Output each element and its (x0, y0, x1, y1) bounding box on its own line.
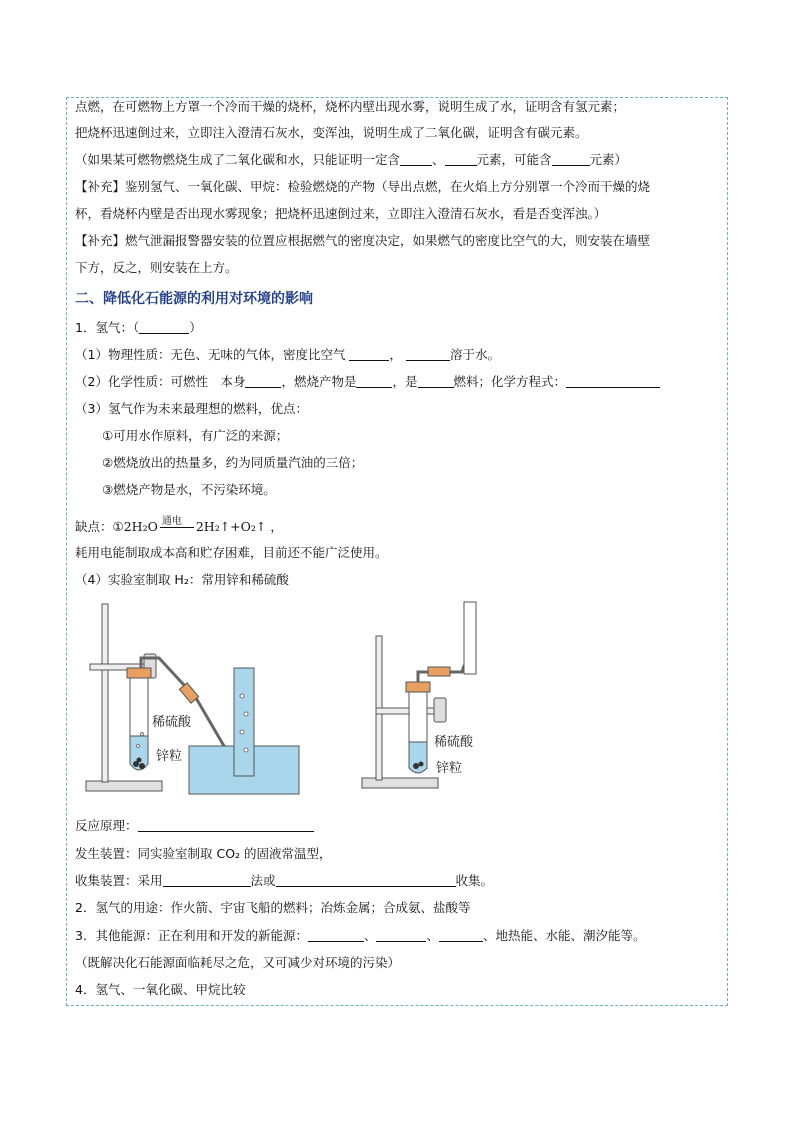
advantage-3: ③燃烧产物是水，不污染环境。 (102, 482, 276, 497)
advantage-2: ②燃烧放出的热量多，约为同质量汽油的三倍； (102, 455, 364, 470)
blank[interactable] (356, 374, 392, 388)
blank[interactable] (349, 347, 389, 361)
reaction-principle: 反应原理： (75, 817, 314, 835)
blank[interactable] (552, 152, 590, 166)
blank[interactable] (163, 873, 251, 887)
blank[interactable] (376, 928, 426, 942)
disadvantage-line: 缺点：①2H₂O 通电 2H₂↑+O₂↑ ， (75, 518, 283, 536)
water-trough (189, 668, 299, 794)
blank[interactable] (400, 152, 432, 166)
text-line-3: （如果某可燃物燃烧生成了二氧化碳和水，只能证明一定含 、 元素，可能含 元素） (75, 152, 628, 167)
blank[interactable] (308, 928, 364, 942)
figure-label-zinc-right: 锌粒 (436, 761, 463, 776)
disadvantage-desc: 耗用电能制取成本高和贮存困难，目前还不能广泛使用。 (75, 545, 388, 560)
text-line-6: 【补充】燃气泄漏报警器安装的位置应根据燃气的密度决定，如果燃气的密度比空气的大，则安装在墙壁 (75, 233, 651, 248)
energy-note: （既解决化石能源面临耗尽之危，又可减少对环境的污染） (75, 955, 401, 970)
text-line-7: 下方，反之，则安装在上方。 (75, 260, 238, 275)
lab-apparatus-figure (84, 596, 674, 800)
figure-label-acid: 稀硫酸 (152, 715, 192, 730)
figure-label-acid-right: 稀硫酸 (434, 735, 474, 750)
electrolysis-condition: 通电 (161, 516, 182, 527)
text-line-1: 点燃，在可燃物上方罩一个冷而干燥的烧杯，烧杯内壁出现水雾，说明生成了水，证明含有氢元素； (75, 99, 626, 114)
hydrogen-uses: 2．氢气的用途：作火箭、宇宙飞船的燃料；冶炼金属；合成氨、盐酸等 (75, 900, 471, 915)
blank[interactable] (276, 873, 456, 887)
blank[interactable] (245, 374, 281, 388)
comparison-heading: 4．氢气、一氧化碳、甲烷比较 (75, 982, 246, 997)
right-stand (362, 636, 446, 788)
text-line-5: 杯，看烧杯内壁是否出现水雾现象；把烧杯迅速倒过来，立即注入澄清石灰水，看是否变浑浊。） (75, 206, 607, 221)
other-energy: 3．其他能源：正在利用和开发的新能源： 、 、 、地热能、水能、潮汐能等。 (75, 928, 646, 943)
left-test-tube (127, 668, 151, 770)
blank[interactable] (439, 928, 483, 942)
figure-label-zinc: 锌粒 (156, 749, 183, 764)
section-title: 二、降低化石能源的利用对环境的影响 (75, 291, 313, 307)
text-line-4: 【补充】鉴别氢气、一氧化碳、甲烷：检验燃烧的产物（导出点燃，在火焰上方分别罩一个冷而干燥的烧 (75, 179, 651, 194)
left-stand (86, 604, 162, 791)
generation-device: 发生装置：同实验室制取 CO₂ 的固液常温型， (75, 846, 332, 861)
chemical-properties: （2）化学性质：可燃性 本身 ，燃烧产物是 ，是 燃料；化学方程式： (75, 373, 660, 391)
blank[interactable] (418, 374, 454, 388)
advantage-1: ①可用水作原料，有广泛的来源； (102, 428, 289, 443)
hydrogen-heading: 1．氢气：（ ） (75, 320, 202, 335)
blank[interactable] (138, 818, 314, 832)
advantages-heading: （3）氢气作为未来最理想的燃料，优点： (75, 401, 308, 416)
physical-properties: （1）物理性质：无色、无味的气体，密度比空气 ， 溶于水。 (75, 347, 500, 362)
text-line-2: 把烧杯迅速倒过来，立即注入澄清石灰水，变浑浊，说明生成了二氧化碳，证明含有碳元素。 (75, 125, 588, 140)
blank[interactable] (406, 347, 450, 361)
blank[interactable] (566, 374, 660, 388)
right-test-tube (406, 682, 430, 773)
blank[interactable] (139, 320, 189, 334)
collection-device: 收集装置：采用 法或 收集。 (75, 873, 494, 888)
blank[interactable] (445, 152, 477, 166)
lab-prep-heading: （4）实验室制取 H₂：常用锌和稀硫酸 (75, 572, 289, 587)
